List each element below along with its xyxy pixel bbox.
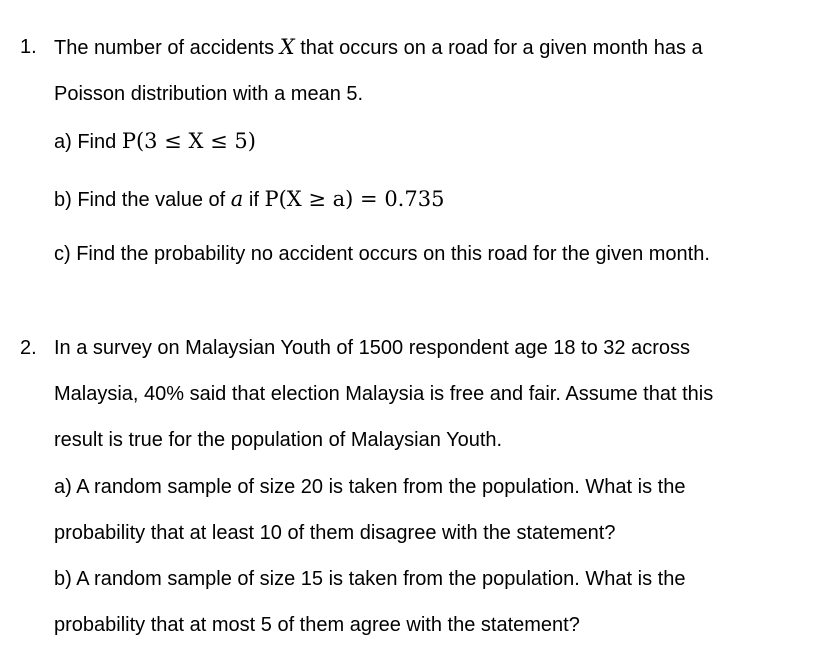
- question-2-part-a-line-2: probability that at least 10 of them disagree with the statement?: [54, 522, 616, 544]
- question-1-part-b-connector: if: [248, 189, 259, 211]
- question-2-part-a-line-1: a) A random sample of size 20 is taken from the population. What is the: [54, 476, 686, 498]
- question-2-number: 2.: [20, 337, 37, 359]
- question-1-part-b-variable: a: [230, 187, 244, 211]
- question-1-part-c: c) Find the probability no accident occurs on this road for the given month.: [54, 243, 710, 265]
- question-2-part-b-line-2: probability that at most 5 of them agree with the statement?: [54, 614, 580, 636]
- question-2-line-2: Malaysia, 40% said that election Malaysia is free and fair. Assume that this: [54, 383, 714, 405]
- question-2-line-3: result is true for the population of Malaysian Youth.: [54, 429, 503, 451]
- question-1-part-b: [54, 187, 444, 212]
- question-1-variable: X: [279, 35, 295, 59]
- question-1-part-a-label: a) Find: [54, 131, 117, 153]
- question-1-line-2: Poisson distribution with a mean 5.: [54, 83, 364, 105]
- question-1-part-b-expression: P(X ≥ a) = 0.735: [264, 187, 445, 211]
- question-2-part-b-line-1: b) A random sample of size 15 is taken from the population. What is the: [54, 568, 686, 590]
- question-1-text-end: that occurs on a road for a given month has a: [300, 37, 703, 59]
- question-1-part-b-label: b) Find the value of: [54, 189, 226, 211]
- question-1-text-start: The number of accidents: [54, 37, 275, 59]
- question-1-part-a-expression: P(3 ≤ X ≤ 5): [121, 129, 256, 153]
- question-1-part-a: [54, 129, 256, 154]
- document-page: 1. The number of accidents X that occurs on a road for a given month has a Poisson distribution with a mean 5. a) Find P(3 ≤ X ≤ 5) b) Find the value of a if P(X ≥ a) = 0.735 c) Find the probability no accident occurs on this road for the given month. 2. In a survey on Malaysian Youth of 1500 respondent age 18 to 32 across Malaysia, 40% said that election Malaysia is free and fair. Assume that this result is true for the population of Malaysian Youth. a) A random sample of size 20 is taken from the population. What is the probability that at least 10 of them disagree with the statement? b) A random sample of size 15 is taken from the population. What is the probability that at most 5 of them agree with the statement?: [20, 35, 714, 636]
- question-1-number: 1.: [20, 36, 37, 58]
